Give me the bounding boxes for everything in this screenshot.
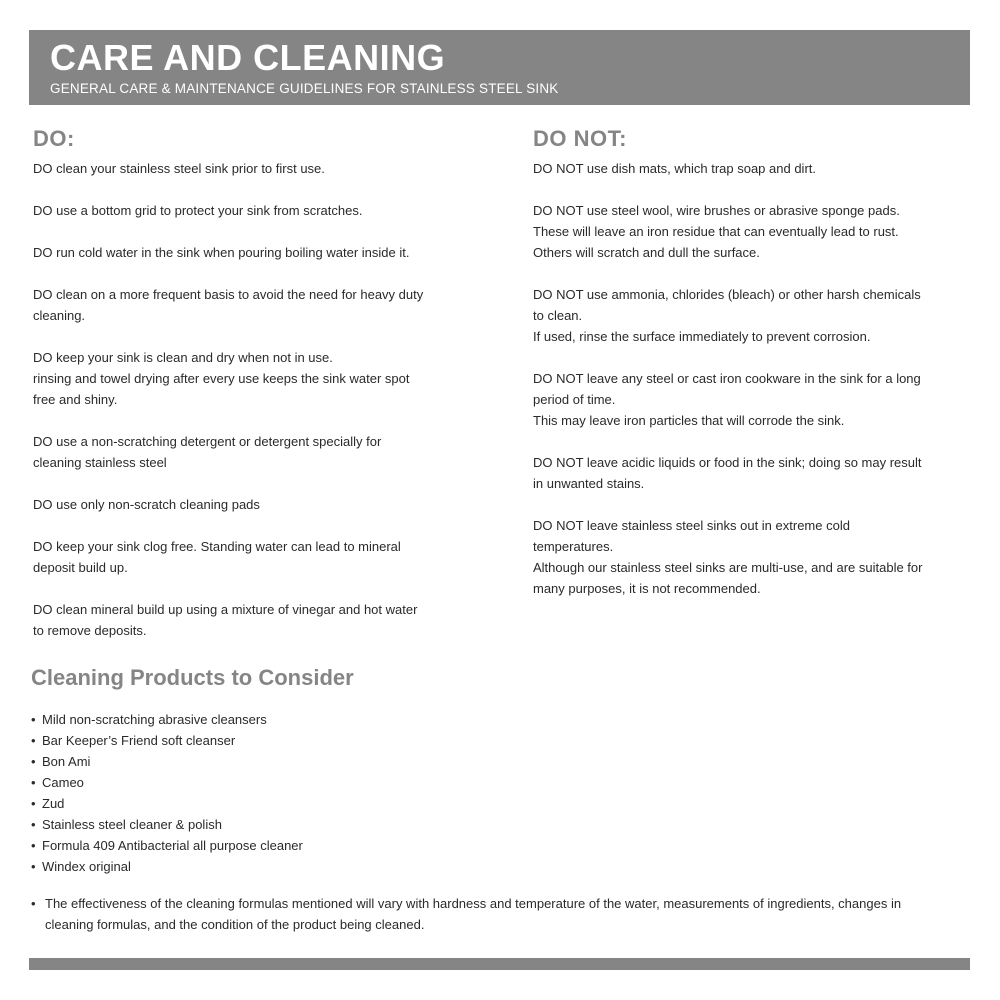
do-item: DO clean your stainless steel sink prior to first use. xyxy=(33,161,325,176)
product-name: Zud xyxy=(42,796,65,811)
do-item: DO use a bottom grid to protect your sink from scratches. xyxy=(33,203,363,218)
bullet-icon: • xyxy=(31,712,36,727)
bullet-icon: • xyxy=(31,733,36,748)
list-item xyxy=(31,856,303,877)
product-name: Bon Ami xyxy=(42,754,91,769)
bullet-icon: • xyxy=(31,896,36,911)
donot-column xyxy=(533,124,963,620)
header-band xyxy=(29,30,970,105)
list-item xyxy=(31,730,303,751)
list-item xyxy=(31,793,303,814)
product-name: Cameo xyxy=(42,775,84,790)
list-item xyxy=(31,772,303,793)
product-name: Stainless steel cleaner & polish xyxy=(42,817,222,832)
do-column xyxy=(33,124,473,662)
footer-band xyxy=(29,958,970,970)
do-item: DO use only non-scratch cleaning pads xyxy=(33,497,260,512)
page-subtitle: GENERAL CARE & MAINTENANCE GUIDELINES FOR STAINLESS STEEL SINK xyxy=(50,81,559,96)
donot-item: DO NOT leave acidic liquids or food in the sink; doing so may result in unwanted stains. xyxy=(533,455,922,491)
list-item xyxy=(31,814,303,835)
do-item: DO keep your sink is clean and dry when not in use. rinsing and towel drying after every use keeps the sink water spot free and shiny. xyxy=(33,350,410,407)
donot-item: DO NOT leave stainless steel sinks out in extreme cold temperatures. Although our stainless steel sinks are multi-use, and are suitable for many purposes, it is not recommended. xyxy=(533,518,923,596)
list-item xyxy=(31,835,303,856)
do-heading: DO: xyxy=(33,126,75,151)
disclaimer xyxy=(31,893,951,935)
bullet-icon: • xyxy=(31,775,36,790)
bullet-icon: • xyxy=(31,754,36,769)
do-item: DO clean mineral build up using a mixture of vinegar and hot water to remove deposits. xyxy=(33,602,418,638)
donot-item: DO NOT leave any steel or cast iron cookware in the sink for a long period of time. This may leave iron particles that will corrode the sink. xyxy=(533,371,921,428)
bullet-icon: • xyxy=(31,817,36,832)
product-name: Formula 409 Antibacterial all purpose cleaner xyxy=(42,838,303,853)
donot-item: DO NOT use steel wool, wire brushes or abrasive sponge pads. These will leave an iron residue that can eventually lead to rust. Others will scratch and dull the surface. xyxy=(533,203,900,260)
product-name: Mild non-scratching abrasive cleansers xyxy=(42,712,267,727)
bullet-icon: • xyxy=(31,838,36,853)
list-item xyxy=(31,751,303,772)
product-name: Bar Keeper’s Friend soft cleanser xyxy=(42,733,236,748)
do-item: DO use a non-scratching detergent or detergent specially for cleaning stainless steel xyxy=(33,434,382,470)
disclaimer-text: The effectiveness of the cleaning formulas mentioned will vary with hardness and temperature of the water, measurements of ingredients, changes in cleaning formulas, and the condition of the product being cleaned. xyxy=(45,896,902,932)
do-item: DO clean on a more frequent basis to avoid the need for heavy duty cleaning. xyxy=(33,287,424,323)
bullet-icon: • xyxy=(31,859,36,874)
donot-item: DO NOT use ammonia, chlorides (bleach) or other harsh chemicals to clean. If used, rinse the surface immediately to prevent corrosion. xyxy=(533,287,921,344)
do-item: DO keep your sink clog free. Standing water can lead to mineral deposit build up. xyxy=(33,539,401,575)
products-heading: Cleaning Products to Consider xyxy=(31,665,354,690)
products-list xyxy=(31,709,303,877)
do-item: DO run cold water in the sink when pouring boiling water inside it. xyxy=(33,245,410,260)
product-name: Windex original xyxy=(42,859,131,874)
donot-heading: DO NOT: xyxy=(533,126,627,151)
donot-item: DO NOT use dish mats, which trap soap and dirt. xyxy=(533,161,816,176)
page-title: CARE AND CLEANING xyxy=(50,37,446,78)
bullet-icon: • xyxy=(31,796,36,811)
list-item xyxy=(31,709,303,730)
